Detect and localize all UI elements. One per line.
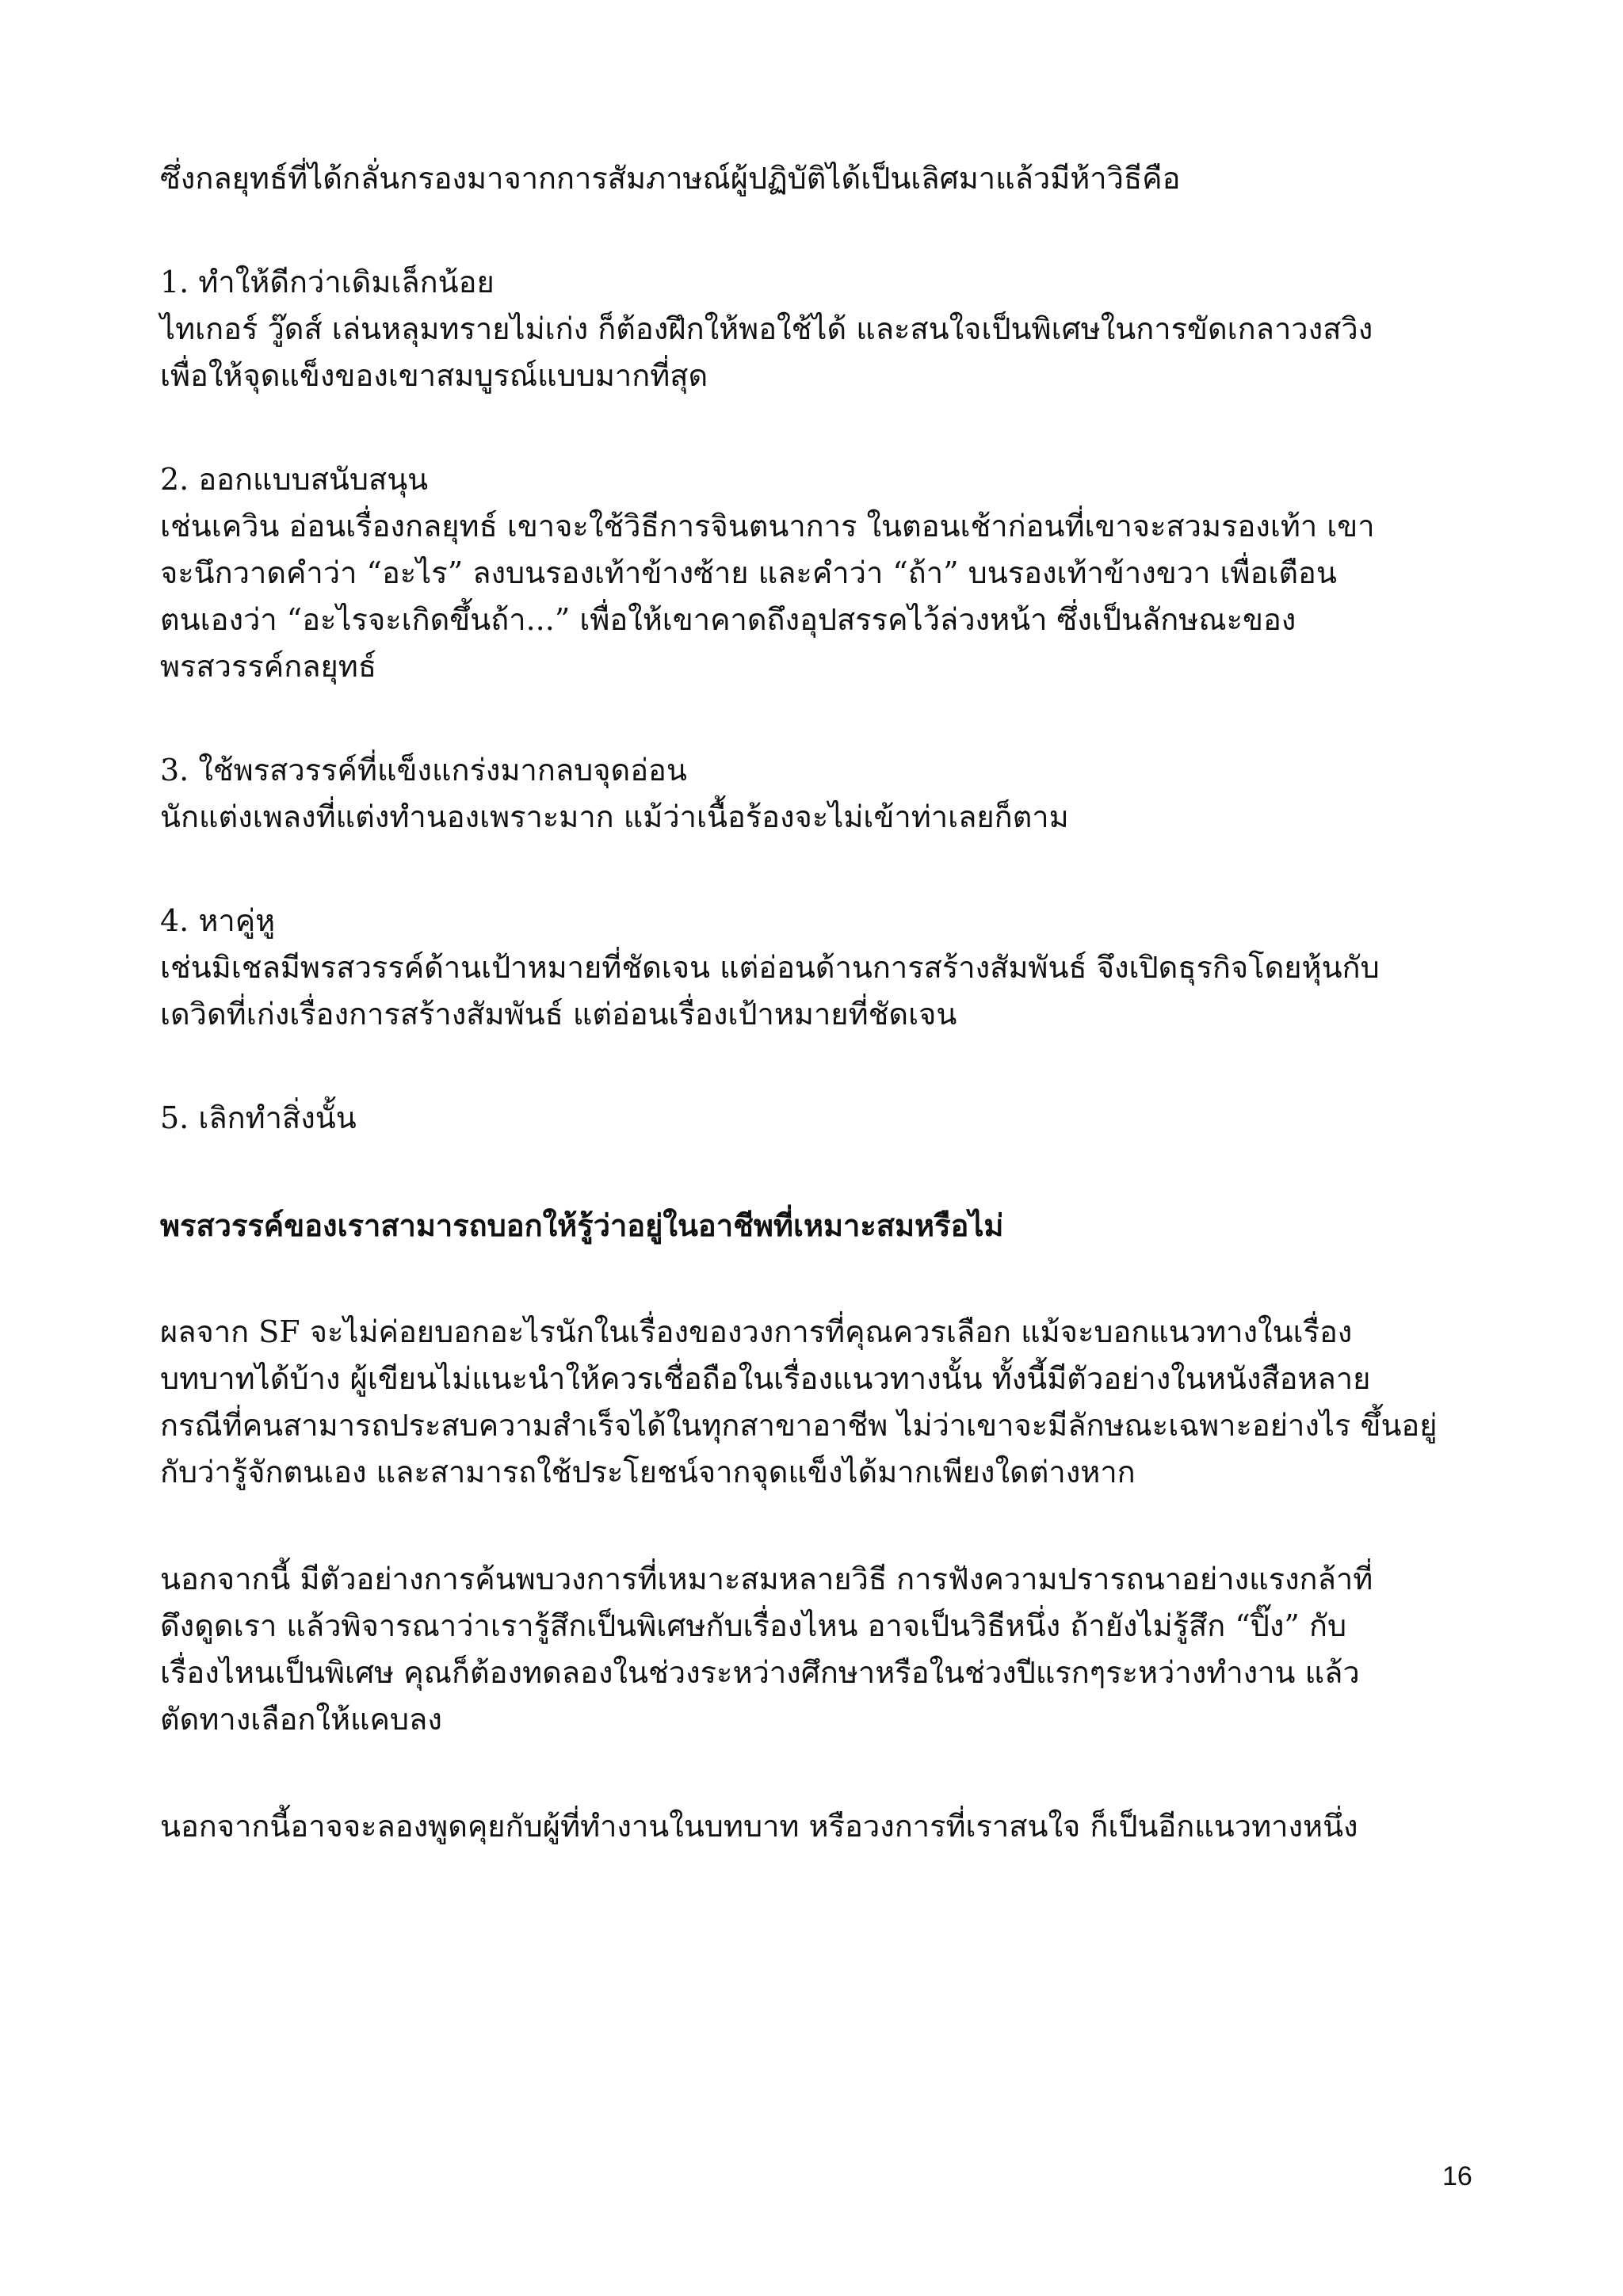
spacer (160, 1142, 1466, 1202)
text-line: จะนึกวาดคำว่า “อะไร” ลงบนรองเท้าข้างซ้าย และคำว่า “ถ้า” บนรองเท้าข้างขวา เพื่อเตือน (160, 555, 1337, 590)
spacer (160, 399, 1466, 456)
text-line: เช่นมิเชลมีพรสวรรค์ด้านเป้าหมายที่ชัดเจน แต่อ่อนด้านการสร้างสัมพันธ์ จึงเปิดธุรกิจโดยหุ้นกับ (160, 950, 1380, 985)
text-line: ดึงดูดเรา แล้วพิจารณาว่าเรารู้สึกเป็นพิเศษกับเรื่องไหน อาจเป็นวิธีหนึ่ง ถ้ายังไม่รู้สึก “ปิ๊ง” กับ (160, 1608, 1347, 1643)
text-line: ผลจาก SF จะไม่ค่อยบอกอะไรนักในเรื่องของวงการที่คุณควรเลือก แม้จะบอกแนวทางในเรื่อง (160, 1314, 1353, 1349)
strategy-item-title: 2. ออกแบบสนับสนุน (160, 462, 429, 497)
spacer (160, 1743, 1466, 1803)
text-line: พรสวรรค์กลยุทธ์ (160, 649, 377, 684)
document-body (160, 155, 1466, 1850)
text-line: กับว่ารู้จักตนเอง และสามารถใช้ประโยชน์จากจุดแข็งได้มากเพียงใดต่างหาก (160, 1455, 1136, 1489)
text-line: บทบาทได้บ้าง ผู้เขียนไม่แนะนำให้ควรเชื่อถือในเรื่องแนวทางนั้น ทั้งนี้มีตัวอย่างในหนังสือหลาย (160, 1361, 1371, 1396)
body-paragraph-1 (160, 1309, 1466, 1496)
text-line: เช่นเควิน อ่อนเรื่องกลยุทธ์ เขาจะใช้วิธีการจินตนาการ ในตอนเช้าก่อนที่เขาจะสวมรองเท้า เขา (160, 509, 1375, 543)
body-paragraph-3 (160, 1803, 1466, 1850)
spacer (160, 1038, 1466, 1095)
text-line: เรื่องไหนเป็นพิเศษ คุณก็ต้องทดลองในช่วงระหว่างศึกษาหรือในช่วงปีแรกๆระหว่างทำงาน แล้ว (160, 1655, 1360, 1690)
strategy-item-title: 5. เลิกทำสิ่งนั้น (160, 1100, 357, 1135)
text-line: นอกจากนี้ มีตัวอย่างการค้นพบวงการที่เหมาะสมหลายวิธี การฟังความปรารถนาอย่างแรงกล้าที่ (160, 1562, 1373, 1596)
body-paragraph-2 (160, 1556, 1466, 1743)
text-line: เพื่อให้จุดแข็งของเขาสมบูรณ์แบบมากที่สุด (160, 358, 708, 393)
section-heading: พรสวรรค์ของเราสามารถบอกให้รู้ว่าอยู่ในอาชีพที่เหมาะสมหรือไม่ (160, 1207, 1004, 1243)
text-line: นักแต่งเพลงที่แต่งทำนองเพราะมาก แม้ว่าเนื้อร้องจะไม่เข้าท่าเลยก็ตาม (160, 799, 1069, 834)
spacer (160, 1249, 1466, 1309)
strategy-item-4 (160, 898, 1466, 1038)
strategy-item-1 (160, 259, 1466, 399)
strategy-item-2 (160, 456, 1466, 690)
text-line: ตนเองว่า “อะไรจะเกิดขึ้นถ้า...” เพื่อให้เขาคาดถึงอุปสรรคไว้ล่วงหน้า ซึ่งเป็นลักษณะของ (160, 602, 1296, 637)
strategy-item-title: 4. หาคู่หู (160, 903, 276, 938)
strategy-item-3 (160, 747, 1466, 841)
text-line: ไทเกอร์ วู๊ดส์ เล่นหลุมทรายไม่เก่ง ก็ต้องฝึกให้พอใช้ได้ และสนใจเป็นพิเศษในการขัดเกลาวงสวิง (160, 311, 1373, 346)
text-line: ตัดทางเลือกให้แคบลง (160, 1702, 442, 1737)
text-line: ซึ่งกลยุทธ์ที่ได้กลั่นกรองมาจากการสัมภาษณ์ผู้ปฏิบัติได้เป็นเลิศมาแล้วมีห้าวิธีคือ (160, 161, 1181, 196)
strategy-item-title: 3. ใช้พรสวรรค์ที่แข็งแกร่งมากลบจุดอ่อน (160, 753, 687, 788)
text-line: กรณีที่คนสามารถประสบความสำเร็จได้ในทุกสาขาอาชีพ ไม่ว่าเขาจะมีลักษณะเฉพาะอย่างไร ขึ้นอยู่ (160, 1408, 1438, 1443)
strategy-item-title: 1. ทำให้ดีกว่าเดิมเล็กน้อย (160, 265, 495, 299)
spacer (160, 841, 1466, 898)
spacer (160, 1496, 1466, 1556)
text-line: เดวิดที่เก่งเรื่องการสร้างสัมพันธ์ แต่อ่อนเรื่องเป้าหมายที่ชัดเจน (160, 997, 957, 1032)
page-number: 16 (1442, 2161, 1472, 2191)
spacer (160, 690, 1466, 747)
intro-paragraph (160, 155, 1466, 202)
text-line: นอกจากนี้อาจจะลองพูดคุยกับผู้ที่ทำงานในบทบาท หรือวงการที่เราสนใจ ก็เป็นอีกแนวทางหนึ่ง (160, 1809, 1358, 1844)
strategy-item-5 (160, 1095, 1466, 1142)
spacer (160, 202, 1466, 259)
